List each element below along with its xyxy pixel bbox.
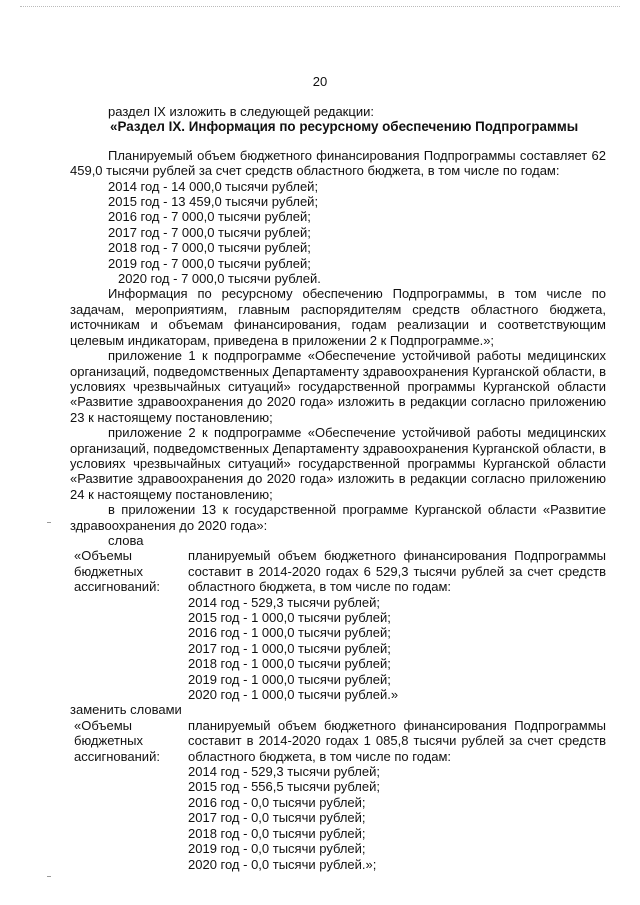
new-funding-block <box>70 718 606 872</box>
old-year-line: 2019 год - 1 000,0 тысячи рублей; <box>188 671 391 687</box>
new-block-text: планируемый объем бюджетного финансирования Подпрограммы составит в 2014-2020 годах 1 085,8 тысячи рублей за счет средств областного бюджета, в том числе по годам: <box>188 717 606 764</box>
year-line: 2015 год - 13 459,0 тысячи рублей; <box>108 194 319 210</box>
section-heading: «Раздел IX. Информация по ресурсному обеспечению Подпрограммы <box>110 119 579 135</box>
year-list <box>70 179 606 287</box>
replace-label: заменить словами <box>70 702 182 718</box>
old-year-line: 2015 год - 1 000,0 тысячи рублей; <box>188 610 391 625</box>
old-year-line: 2016 год - 1 000,0 тысячи рублей; <box>188 625 391 641</box>
year-line: 2018 год - 7 000,0 тысячи рублей; <box>108 240 311 256</box>
new-year-line: 2015 год - 556,5 тысячи рублей; <box>188 779 380 795</box>
new-year-line: 2019 год - 0,0 тысячи рублей; <box>188 841 366 857</box>
old-year-line: 2014 год - 529,3 тысячи рублей; <box>188 594 380 610</box>
page-number: 20 <box>312 74 328 89</box>
appendix2-paragraph: приложение 2 к подпрограмме «Обеспечение устойчивой работы медицинских организаций, подведомственных Департаменту здравоохранения Курганской области, в условиях чрезвычайных ситуаций» государственной программы Курганской области «Развитие здравоохранения до 2020 года» изложить в редакции согласно приложению 24 к настоящему постановлению; <box>70 425 606 502</box>
year-line: 2016 год - 7 000,0 тысячи рублей; <box>108 209 311 225</box>
document-body <box>70 104 606 872</box>
funding-paragraph: Планируемый объем бюджетного финансирования Подпрограммы составляет 62 459,0 тысячи рублей за счет средств областного бюджета, в том числе по годам: <box>70 147 606 179</box>
old-block-text: планируемый объем бюджетного финансирования Подпрограммы составит в 2014-2020 годах 6 529,3 тысячи рублей за счет средств областного бюджета, в том числе по годам: <box>188 548 606 595</box>
margin-mark <box>47 876 51 877</box>
new-year-line: 2016 год - 0,0 тысячи рублей; <box>188 794 366 810</box>
old-funding-block <box>70 548 606 702</box>
old-year-line: 2020 год - 1 000,0 тысячи рублей.» <box>188 687 399 703</box>
new-year-line: 2017 год - 0,0 тысячи рублей; <box>188 810 366 826</box>
old-year-line: 2018 год - 1 000,0 тысячи рублей; <box>188 656 391 672</box>
new-year-line: 2018 год - 0,0 тысячи рублей; <box>188 825 366 841</box>
new-year-line: 2014 год - 529,3 тысячи рублей; <box>188 764 380 780</box>
year-line: 2019 год - 7 000,0 тысячи рублей; <box>108 255 311 271</box>
year-line: 2014 год - 14 000,0 тысячи рублей; <box>108 178 319 194</box>
year-line: 2020 год - 7 000,0 тысячи рублей. <box>118 271 321 287</box>
new-block-label: «Объемы бюджетных ассигнований: <box>74 717 160 764</box>
margin-mark <box>47 522 51 523</box>
scan-edge <box>20 6 620 9</box>
year-line: 2017 год - 7 000,0 тысячи рублей; <box>108 224 311 240</box>
old-year-line: 2017 год - 1 000,0 тысячи рублей; <box>188 640 391 656</box>
appendix1-paragraph: приложение 1 к подпрограмме «Обеспечение устойчивой работы медицинских организаций, подведомственных Департаменту здравоохранения Курганской области, в условиях чрезвычайных ситуаций» государственной программы Курганской области «Развитие здравоохранения до 2020 года» изложить в редакции согласно приложению 23 к настоящему постановлению; <box>70 348 606 425</box>
new-year-line: 2020 год - 0,0 тысячи рублей.»; <box>188 856 377 872</box>
info-paragraph: Информация по ресурсному обеспечению Подпрограммы, в том числе по задачам, мероприятиям, главным распорядителям средств областного бюджета, источникам и объемам финансирования, годам реализации и соответствующим целевым индикаторам, приведена в приложении 2 к Подпрограмме.»; <box>70 286 606 348</box>
words-label: слова <box>108 532 144 548</box>
appendix13-paragraph: в приложении 13 к государственной программе Курганской области «Развитие здравоохранения до 2020 года»: <box>70 502 606 533</box>
intro-line: раздел IX изложить в следующей редакции: <box>108 104 374 119</box>
old-block-label: «Объемы бюджетных ассигнований: <box>74 548 160 595</box>
